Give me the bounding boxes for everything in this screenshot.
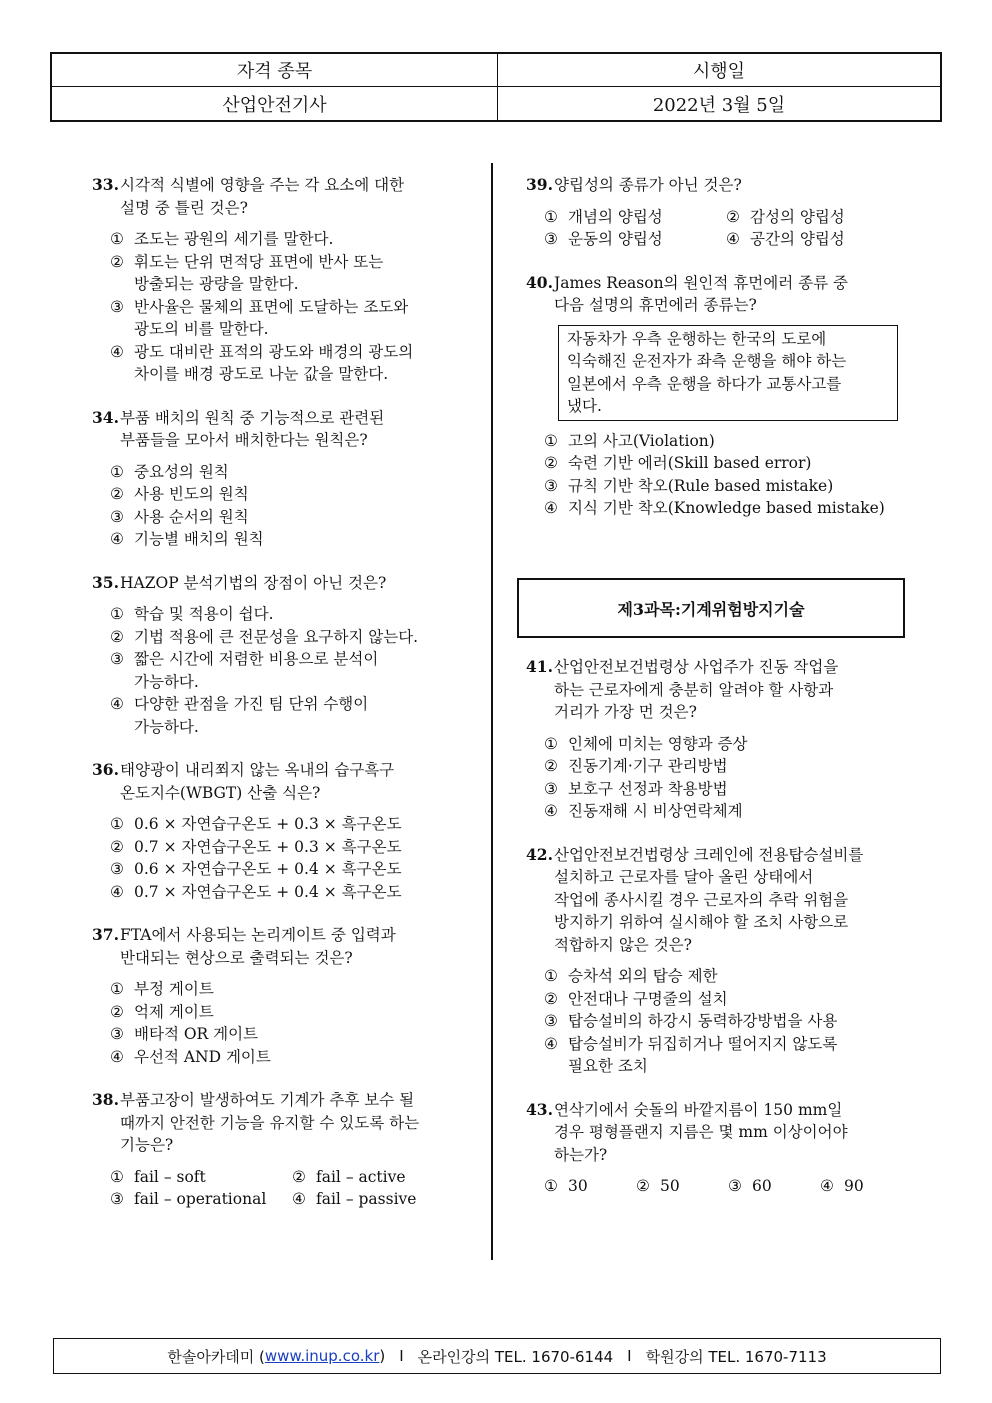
answer-option[interactable] xyxy=(292,1188,472,1211)
question-42 xyxy=(526,844,906,1078)
footer-online-phone: 온라인강의 TEL. 1670-6144 xyxy=(417,1347,614,1366)
left-column xyxy=(92,174,472,1232)
options-list xyxy=(92,461,472,551)
question-stem xyxy=(92,407,472,452)
header-date-value: 2022년 3월 5일 xyxy=(652,94,786,116)
answer-option[interactable] xyxy=(544,733,906,756)
option-text: 개념의 양립성 xyxy=(568,207,663,226)
answer-option[interactable] xyxy=(110,341,472,386)
options-list xyxy=(526,206,906,251)
option-number: ③ xyxy=(728,1177,742,1195)
option-text: 부정 게이트 xyxy=(134,980,214,998)
question-text: FTA에서 사용되는 논리게이트 중 입력과 반대되는 현상으로 출력되는 것은? xyxy=(120,926,396,967)
question-number: 37. xyxy=(92,925,119,944)
option-number: ② xyxy=(110,252,124,271)
option-text: 학습 및 적용이 쉽다. xyxy=(134,605,274,623)
answer-option[interactable] xyxy=(110,813,472,836)
option-number: ① xyxy=(544,967,558,985)
option-text: 고의 사고(Violation) xyxy=(568,431,715,450)
option-number: ② xyxy=(544,454,558,472)
option-text: 사용 순서의 원칙 xyxy=(134,507,249,526)
question-34 xyxy=(92,407,472,551)
option-number: ② xyxy=(110,485,124,503)
answer-option[interactable] xyxy=(544,988,906,1011)
question-number: 35. xyxy=(92,572,119,592)
option-text: 숙련 기반 에러(Skill based error) xyxy=(568,454,812,472)
question-text: James Reason의 원인적 휴먼에러 종류 중 다음 설명의 휴먼에러 종류는? xyxy=(554,273,848,314)
option-text: 지식 기반 착오(Knowledge based mistake) xyxy=(568,499,885,517)
answer-option[interactable] xyxy=(110,528,472,551)
option-text: 규칙 기반 착오(Rule based mistake) xyxy=(568,476,834,495)
answer-option[interactable] xyxy=(728,1175,820,1198)
option-number: ④ xyxy=(110,695,124,713)
option-text: 탑승설비의 하강시 동력하강방법을 사용 xyxy=(568,1012,838,1030)
answer-option[interactable] xyxy=(544,755,906,778)
option-number: ① xyxy=(110,1167,124,1186)
answer-option[interactable] xyxy=(544,206,726,229)
option-text: 조도는 광원의 세기를 말한다. xyxy=(134,230,334,248)
answer-option[interactable] xyxy=(110,1188,292,1211)
option-text: 배타적 OR 게이트 xyxy=(134,1025,259,1043)
header-date-label: 시행일 xyxy=(498,54,940,87)
option-number: ④ xyxy=(110,342,124,361)
question-stem xyxy=(92,1089,472,1157)
question-number: 39. xyxy=(526,175,553,194)
options-list xyxy=(92,228,472,386)
answer-option[interactable] xyxy=(544,1175,636,1198)
option-number: ② xyxy=(544,757,558,775)
option-text: 90 xyxy=(844,1177,864,1195)
option-text: 0.7 × 자연습구온도 + 0.4 × 흑구온도 xyxy=(134,882,402,901)
option-number: ③ xyxy=(110,507,124,526)
answer-option[interactable] xyxy=(726,206,906,229)
option-number: ② xyxy=(110,1002,124,1021)
option-text: 짧은 시간에 저렴한 비용으로 분석이 가능하다. xyxy=(134,650,379,691)
question-text: 시각적 식별에 영향을 주는 각 요소에 대한 설명 중 틀린 것은? xyxy=(120,176,405,217)
option-number: ② xyxy=(110,837,124,856)
option-text: 0.6 × 자연습구온도 + 0.3 × 흑구온도 xyxy=(134,815,402,833)
option-text: 기능별 배치의 원칙 xyxy=(134,530,264,548)
question-stem xyxy=(92,759,472,804)
question-number: 36. xyxy=(92,760,119,779)
question-37 xyxy=(92,924,472,1068)
options-list xyxy=(92,1166,472,1211)
option-text: 휘도는 단위 면적당 표면에 반사 또는 방출되는 광량을 말한다. xyxy=(134,252,384,293)
question-stem xyxy=(526,656,906,724)
question-text: HAZOP 분석기법의 장점이 아닌 것은? xyxy=(120,573,387,592)
option-number: ① xyxy=(544,207,558,226)
answer-option[interactable] xyxy=(544,475,906,498)
options-list xyxy=(526,965,906,1078)
option-number: ① xyxy=(110,605,124,623)
question-41 xyxy=(526,656,906,823)
option-text: fail – soft xyxy=(134,1167,206,1186)
option-text: 반사율은 물체의 표면에 도달하는 조도와 광도의 비를 말한다. xyxy=(134,297,409,338)
question-text: 산업안전보건법령상 사업주가 진동 작업을 하는 근로자에게 충분히 알려야 할 사항과 거리가 가장 먼 것은? xyxy=(554,658,839,721)
footer-bar xyxy=(53,1338,941,1374)
answer-option[interactable] xyxy=(544,1033,906,1078)
option-number: ④ xyxy=(820,1177,834,1195)
option-text: fail – passive xyxy=(316,1190,417,1208)
option-text: 50 xyxy=(660,1177,680,1195)
option-text: 30 xyxy=(568,1177,588,1195)
question-stem xyxy=(526,844,906,957)
question-36 xyxy=(92,759,472,903)
header-subject-label: 자격 종목 xyxy=(52,54,498,87)
question-number: 41. xyxy=(526,657,553,676)
footer-separator: I xyxy=(627,1347,632,1365)
question-text: 연삭기에서 숫돌의 바깥지름이 150 mm일 경우 평형플랜지 지름은 몇 mm 이상이어야 하는가? xyxy=(554,1100,848,1164)
right-column-bottom xyxy=(526,656,906,1219)
option-text: 억제 게이트 xyxy=(134,1002,214,1021)
question-39 xyxy=(526,174,906,251)
option-text: 우선적 AND 게이트 xyxy=(134,1047,271,1066)
option-number: ① xyxy=(544,734,558,753)
answer-option[interactable] xyxy=(544,452,906,475)
answer-option[interactable] xyxy=(110,881,472,904)
option-number: ③ xyxy=(544,779,558,798)
question-number: 33. xyxy=(92,175,119,194)
section-title: 제3과목:기계위험방지기술 xyxy=(617,599,805,619)
answer-option[interactable] xyxy=(110,1001,472,1024)
answer-option[interactable] xyxy=(544,497,906,520)
question-number: 40. xyxy=(526,272,553,292)
option-number: ③ xyxy=(544,1012,558,1030)
option-number: ② xyxy=(292,1167,306,1186)
answer-option[interactable] xyxy=(110,626,472,649)
answer-option[interactable] xyxy=(110,648,472,693)
option-number: ③ xyxy=(544,230,558,248)
question-38 xyxy=(92,1089,472,1211)
question-text: 태양광이 내리쬐지 않는 옥내의 습구흑구 온도지수(WBGT) 산출 식은? xyxy=(120,761,395,802)
options-list xyxy=(526,1175,906,1198)
option-number: ④ xyxy=(110,882,124,901)
option-text: fail – operational xyxy=(134,1190,267,1208)
answer-option[interactable] xyxy=(110,858,472,881)
option-text: 안전대나 구명줄의 설치 xyxy=(568,989,728,1008)
option-text: 운동의 양립성 xyxy=(568,230,663,248)
answer-option[interactable] xyxy=(110,506,472,529)
column-divider xyxy=(491,163,493,1260)
option-number: ④ xyxy=(110,1047,124,1066)
option-text: 0.6 × 자연습구온도 + 0.4 × 흑구온도 xyxy=(134,860,402,878)
question-text: 부품 배치의 원칙 중 기능적으로 관련된 부품들을 모아서 배치한다는 원칙은? xyxy=(120,408,385,449)
answer-option[interactable] xyxy=(110,251,472,296)
answer-option[interactable] xyxy=(110,603,472,626)
option-text: 진동재해 시 비상연락체계 xyxy=(568,802,743,820)
footer-separator: I xyxy=(399,1347,404,1365)
question-35 xyxy=(92,572,472,739)
option-text: 기법 적용에 큰 전문성을 요구하지 않는다. xyxy=(134,627,419,646)
answer-option[interactable] xyxy=(110,693,472,738)
option-number: ③ xyxy=(110,1025,124,1043)
option-number: ② xyxy=(110,627,124,646)
right-column-top xyxy=(526,174,906,541)
question-number: 38. xyxy=(92,1090,119,1109)
option-text: 중요성의 원칙 xyxy=(134,462,229,481)
question-text: 부품고장이 발생하여도 기계가 추후 보수 될 때까지 안전한 기능을 유지할 수 있도록 하는 기능은? xyxy=(120,1091,420,1154)
question-33 xyxy=(92,174,472,386)
options-list xyxy=(92,603,472,738)
answer-option[interactable] xyxy=(544,228,726,251)
options-list xyxy=(526,430,906,520)
option-number: ④ xyxy=(292,1190,306,1208)
option-text: 60 xyxy=(752,1177,772,1195)
answer-option[interactable] xyxy=(544,1010,906,1033)
option-number: ① xyxy=(110,980,124,998)
answer-option[interactable] xyxy=(726,228,906,251)
option-text: 인체에 미치는 영향과 증상 xyxy=(568,734,748,753)
option-text: 광도 대비란 표적의 광도와 배경의 광도의 차이를 배경 광도로 나눈 값을 말한다. xyxy=(134,342,414,383)
option-text: 다양한 관점을 가진 팀 단위 수행이 가능하다. xyxy=(134,695,369,736)
answer-option[interactable] xyxy=(110,1046,472,1069)
option-number: ① xyxy=(110,462,124,481)
option-number: ① xyxy=(544,1177,558,1195)
option-number: ③ xyxy=(110,297,124,316)
question-stem xyxy=(92,924,472,969)
question-scenario-box: 자동차가 우측 운행하는 한국의 도로에 익숙해진 운전자가 좌측 운행을 해야 하는 일본에서 우측 운행을 하다가 교통사고를 냈다. xyxy=(558,325,898,421)
answer-option[interactable] xyxy=(110,461,472,484)
option-number: ② xyxy=(544,989,558,1008)
option-number: ① xyxy=(110,815,124,833)
option-number: ④ xyxy=(544,499,558,517)
option-number: ④ xyxy=(544,1034,558,1053)
question-text: 산업안전보건법령상 크레인에 전용탑승설비를 설치하고 근로자를 달아 올린 상태에서 작업에 종사시킬 경우 근로자의 추락 위험을 방지하기 위하여 실시해야 할 조치 사항으로 적합하지 않은 것은? xyxy=(554,845,864,954)
options-list xyxy=(92,978,472,1068)
question-stem xyxy=(526,1099,906,1167)
footer-academy: 한솔아카데미 ( xyxy=(167,1347,265,1366)
answer-option[interactable] xyxy=(110,1023,472,1046)
option-number: ③ xyxy=(110,1190,124,1208)
option-number: ① xyxy=(110,230,124,248)
option-number: ③ xyxy=(110,650,124,668)
option-text: 0.7 × 자연습구온도 + 0.3 × 흑구온도 xyxy=(134,837,402,856)
question-number: 43. xyxy=(526,1099,553,1119)
options-list xyxy=(526,733,906,823)
header-subject-value: 산업안전기사 xyxy=(52,87,498,120)
option-text: 진동기계·기구 관리방법 xyxy=(568,757,728,775)
answer-option[interactable] xyxy=(110,836,472,859)
question-40 xyxy=(526,272,906,520)
question-stem xyxy=(526,174,906,197)
question-number: 34. xyxy=(92,407,119,427)
answer-option[interactable] xyxy=(820,1175,906,1198)
answer-option[interactable] xyxy=(110,296,472,341)
answer-option[interactable] xyxy=(544,778,906,801)
section-title-box xyxy=(517,578,905,638)
option-number: ② xyxy=(636,1177,650,1195)
option-number: ② xyxy=(726,207,740,226)
answer-option[interactable] xyxy=(110,978,472,1001)
exam-header-table xyxy=(50,52,942,122)
footer-offline-phone: 학원강의 TEL. 1670-7113 xyxy=(645,1347,827,1366)
question-43 xyxy=(526,1099,906,1198)
option-text: 보호구 선정과 착용방법 xyxy=(568,779,728,798)
option-text: 감성의 양립성 xyxy=(750,207,845,226)
option-text: 공간의 양립성 xyxy=(750,230,845,248)
answer-option[interactable] xyxy=(636,1175,728,1198)
answer-option[interactable] xyxy=(544,430,906,453)
question-stem xyxy=(92,174,472,219)
answer-option[interactable] xyxy=(110,483,472,506)
option-number: ④ xyxy=(726,230,740,248)
answer-option[interactable] xyxy=(292,1166,472,1189)
question-number: 42. xyxy=(526,844,553,864)
question-stem xyxy=(526,272,906,317)
option-number: ③ xyxy=(544,476,558,495)
option-number: ① xyxy=(544,431,558,450)
option-number: ③ xyxy=(110,860,124,878)
option-number: ④ xyxy=(110,530,124,548)
option-number: ④ xyxy=(544,802,558,820)
question-text: 양립성의 종류가 아닌 것은? xyxy=(554,176,742,194)
answer-option[interactable] xyxy=(110,1166,292,1189)
answer-option[interactable] xyxy=(110,228,472,251)
option-text: 탑승설비가 뒤집히거나 떨어지지 않도록 필요한 조치 xyxy=(568,1034,838,1075)
option-text: 사용 빈도의 원칙 xyxy=(134,485,249,503)
question-stem xyxy=(92,572,472,595)
option-text: 승차석 외의 탑승 제한 xyxy=(568,967,718,985)
answer-option[interactable] xyxy=(544,800,906,823)
answer-option[interactable] xyxy=(544,965,906,988)
option-text: fail – active xyxy=(316,1167,406,1186)
footer-close-paren: ) xyxy=(379,1347,386,1365)
footer-website-link[interactable]: www.inup.co.kr xyxy=(264,1347,380,1365)
options-list xyxy=(92,813,472,903)
